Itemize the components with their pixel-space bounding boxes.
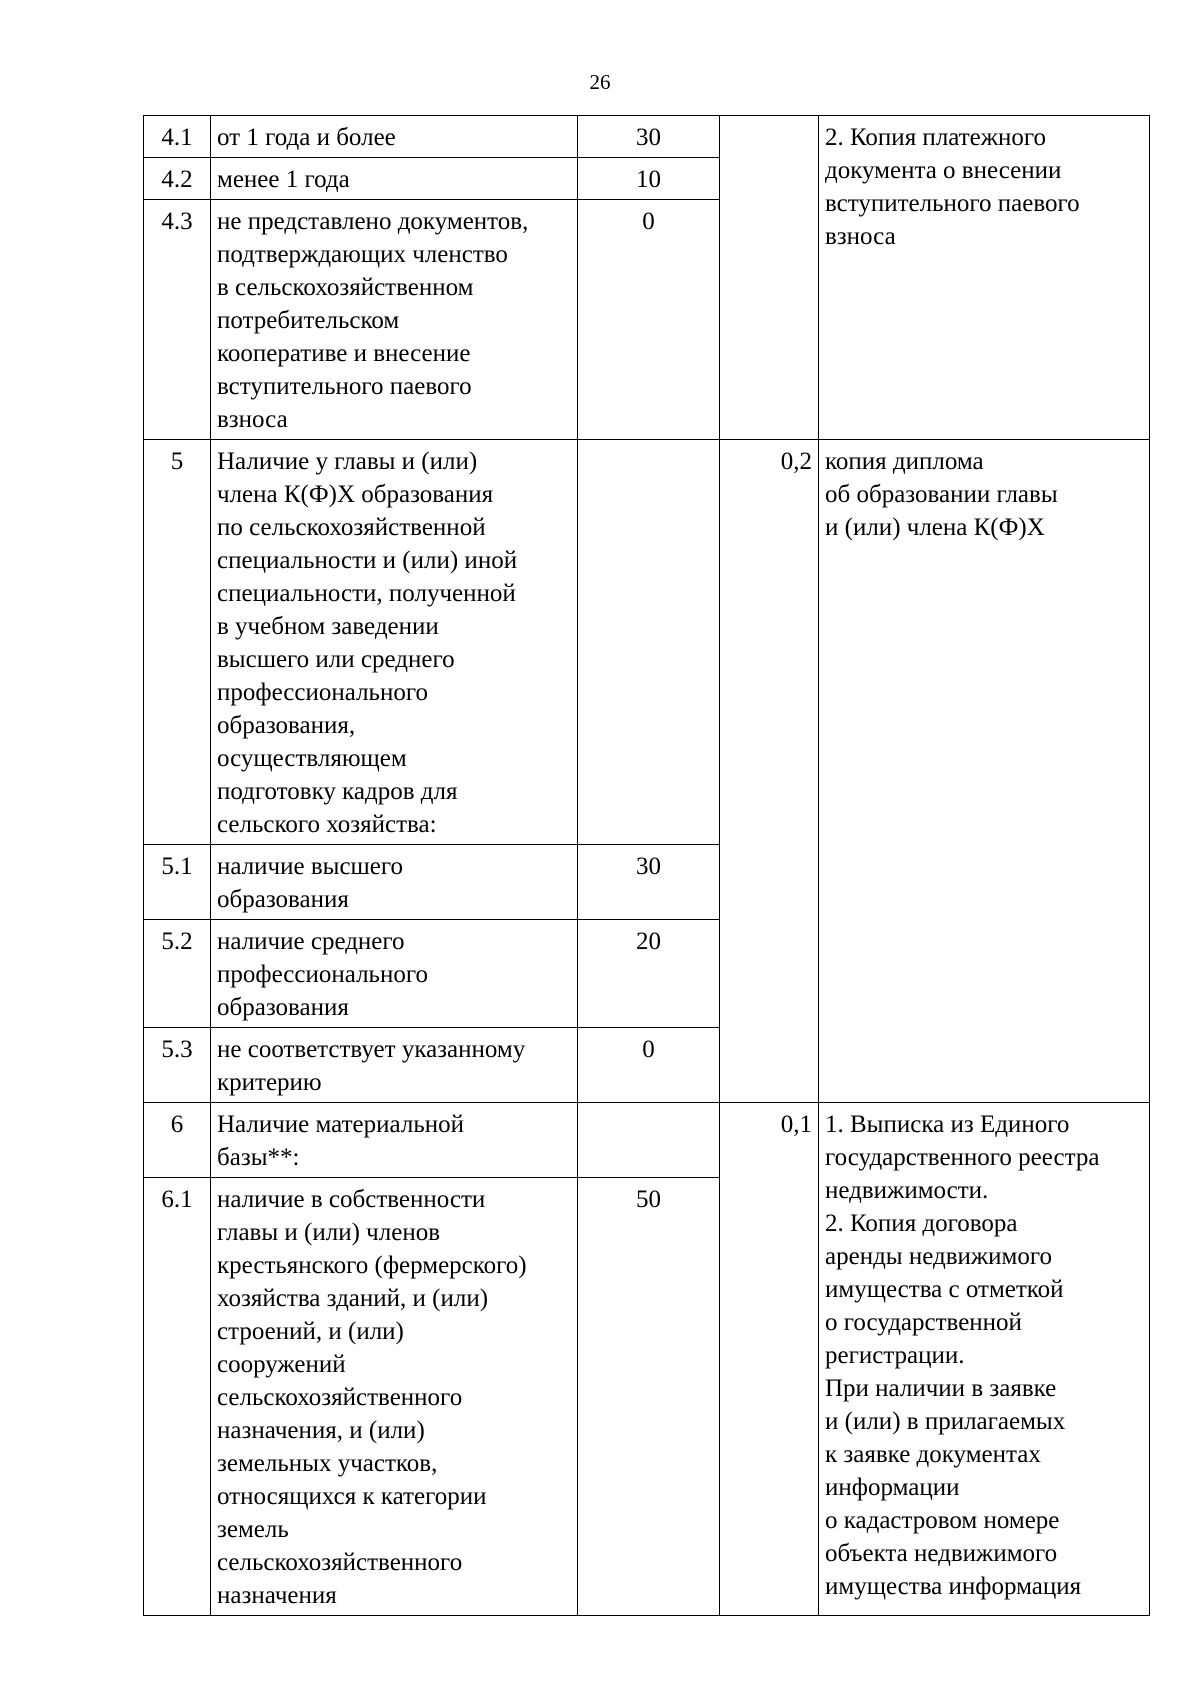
text-line: наличие высшего bbox=[217, 853, 404, 880]
score-value-empty bbox=[578, 1103, 720, 1178]
score-value: 50 bbox=[578, 1178, 720, 1616]
documents-cell bbox=[819, 1103, 1150, 1616]
score-value: 10 bbox=[578, 158, 720, 200]
text-line: специальности и (или) иной bbox=[217, 547, 518, 574]
text-line: 1. Выписка из Единого bbox=[825, 1111, 1070, 1138]
row-number: 6 bbox=[144, 1103, 211, 1178]
text-line: к заявке документах bbox=[825, 1441, 1041, 1468]
criterion-text bbox=[211, 158, 578, 200]
text-line: аренды недвижимого bbox=[825, 1243, 1052, 1270]
row-number: 5.3 bbox=[144, 1028, 211, 1103]
text-line: объекта недвижимого bbox=[825, 1540, 1058, 1567]
score-value: 30 bbox=[578, 116, 720, 158]
text-line: в учебном заведении bbox=[217, 613, 439, 640]
text-line: сооружений bbox=[217, 1351, 346, 1378]
criterion-text bbox=[211, 920, 578, 1028]
page-number: 26 bbox=[589, 70, 611, 94]
text-line: взноса bbox=[217, 406, 288, 433]
row-number: 4.2 bbox=[144, 158, 211, 200]
text-line: и (или) члена К(Ф)Х bbox=[825, 514, 1045, 541]
text-line: вступительного паевого bbox=[825, 190, 1080, 217]
text-line: профессионального bbox=[217, 961, 428, 988]
row-number: 5 bbox=[144, 440, 211, 845]
row-number: 6.1 bbox=[144, 1178, 211, 1616]
criteria-table bbox=[143, 115, 1150, 1616]
text-line: сельскохозяйственного bbox=[217, 1384, 463, 1411]
text-line: критерию bbox=[217, 1069, 322, 1096]
score-value: 0 bbox=[578, 200, 720, 440]
text-line: подготовку кадров для bbox=[217, 778, 458, 805]
text-line: по сельскохозяйственной bbox=[217, 514, 486, 541]
criterion-text bbox=[211, 440, 578, 845]
text-line: информации bbox=[825, 1474, 960, 1501]
text-line: имущества с отметкой bbox=[825, 1276, 1064, 1303]
table-row-6 bbox=[144, 1103, 1150, 1178]
text-line: и (или) в прилагаемых bbox=[825, 1408, 1066, 1435]
text-line: взноса bbox=[825, 223, 896, 250]
text-line: о государственной bbox=[825, 1309, 1022, 1336]
row-number: 4.3 bbox=[144, 200, 211, 440]
documents-cell bbox=[819, 116, 1150, 440]
text-line: Наличие материальной bbox=[217, 1111, 464, 1138]
text-line: строений, и (или) bbox=[217, 1318, 404, 1345]
score-value: 20 bbox=[578, 920, 720, 1028]
text-line: регистрации. bbox=[825, 1342, 965, 1369]
text-line: в сельскохозяйственном bbox=[217, 274, 474, 301]
text-line: профессионального bbox=[217, 679, 428, 706]
text-line: осуществляющем bbox=[217, 745, 407, 772]
text-line: базы**: bbox=[217, 1144, 300, 1171]
criterion-text bbox=[211, 1028, 578, 1103]
row-number: 5.2 bbox=[144, 920, 211, 1028]
text-line: об образовании главы bbox=[825, 481, 1058, 508]
score-value-empty bbox=[578, 440, 720, 845]
weight-value: 0,1 bbox=[720, 1103, 819, 1616]
text-line: крестьянского (фермерского) bbox=[217, 1252, 527, 1279]
score-value: 30 bbox=[578, 845, 720, 920]
text-line: образования bbox=[217, 994, 349, 1021]
text-line: наличие в собственности bbox=[217, 1186, 486, 1213]
text-line: менее 1 года bbox=[217, 166, 350, 193]
text-line: назначения, и (или) bbox=[217, 1417, 425, 1444]
text-line: подтверждающих членство bbox=[217, 241, 508, 268]
row-number: 5.1 bbox=[144, 845, 211, 920]
text-line: от 1 года и более bbox=[217, 124, 396, 151]
text-line: земель bbox=[217, 1516, 289, 1543]
score-value: 0 bbox=[578, 1028, 720, 1103]
criterion-text bbox=[211, 116, 578, 158]
weight-value: 0,2 bbox=[720, 440, 819, 1103]
text-line: 2. Копия платежного bbox=[825, 124, 1047, 151]
row-number: 4.1 bbox=[144, 116, 211, 158]
text-line: образования, bbox=[217, 712, 356, 739]
text-line: наличие среднего bbox=[217, 928, 405, 955]
text-line: не соответствует указанному bbox=[217, 1036, 526, 1063]
text-line: о кадастровом номере bbox=[825, 1507, 1060, 1534]
text-line: назначения bbox=[217, 1582, 337, 1609]
text-line: хозяйства зданий, и (или) bbox=[217, 1285, 489, 1312]
text-line: Наличие у главы и (или) bbox=[217, 448, 478, 475]
text-line: земельных участков, bbox=[217, 1450, 438, 1477]
text-line: государственного реестра bbox=[825, 1144, 1100, 1171]
text-line: недвижимости. bbox=[825, 1177, 989, 1204]
text-line: имущества информация bbox=[825, 1573, 1082, 1600]
text-line: специальности, полученной bbox=[217, 580, 516, 607]
text-line: кооперативе и внесение bbox=[217, 340, 471, 367]
criterion-text bbox=[211, 845, 578, 920]
text-line: сельскохозяйственного bbox=[217, 1549, 463, 1576]
text-line: высшего или среднего bbox=[217, 646, 455, 673]
table-row-4-1 bbox=[144, 116, 1150, 158]
documents-cell bbox=[819, 440, 1150, 1103]
text-line: документа о внесении bbox=[825, 157, 1062, 184]
text-line: члена К(Ф)Х образования bbox=[217, 481, 494, 508]
text-line: образования bbox=[217, 886, 349, 913]
text-line: вступительного паевого bbox=[217, 373, 472, 400]
criterion-text bbox=[211, 200, 578, 440]
table-row-5 bbox=[144, 440, 1150, 845]
text-line: сельского хозяйства: bbox=[217, 811, 437, 838]
text-line: главы и (или) членов bbox=[217, 1219, 440, 1246]
text-line: не представлено документов, bbox=[217, 208, 529, 235]
text-line: 2. Копия договора bbox=[825, 1210, 1018, 1237]
text-line: относящихся к категории bbox=[217, 1483, 487, 1510]
text-line: копия диплома bbox=[825, 448, 984, 475]
text-line: потребительском bbox=[217, 307, 400, 334]
criterion-text bbox=[211, 1103, 578, 1178]
text-line: При наличии в заявке bbox=[825, 1375, 1057, 1402]
weight-cell-empty bbox=[720, 116, 819, 440]
criterion-text bbox=[211, 1178, 578, 1616]
